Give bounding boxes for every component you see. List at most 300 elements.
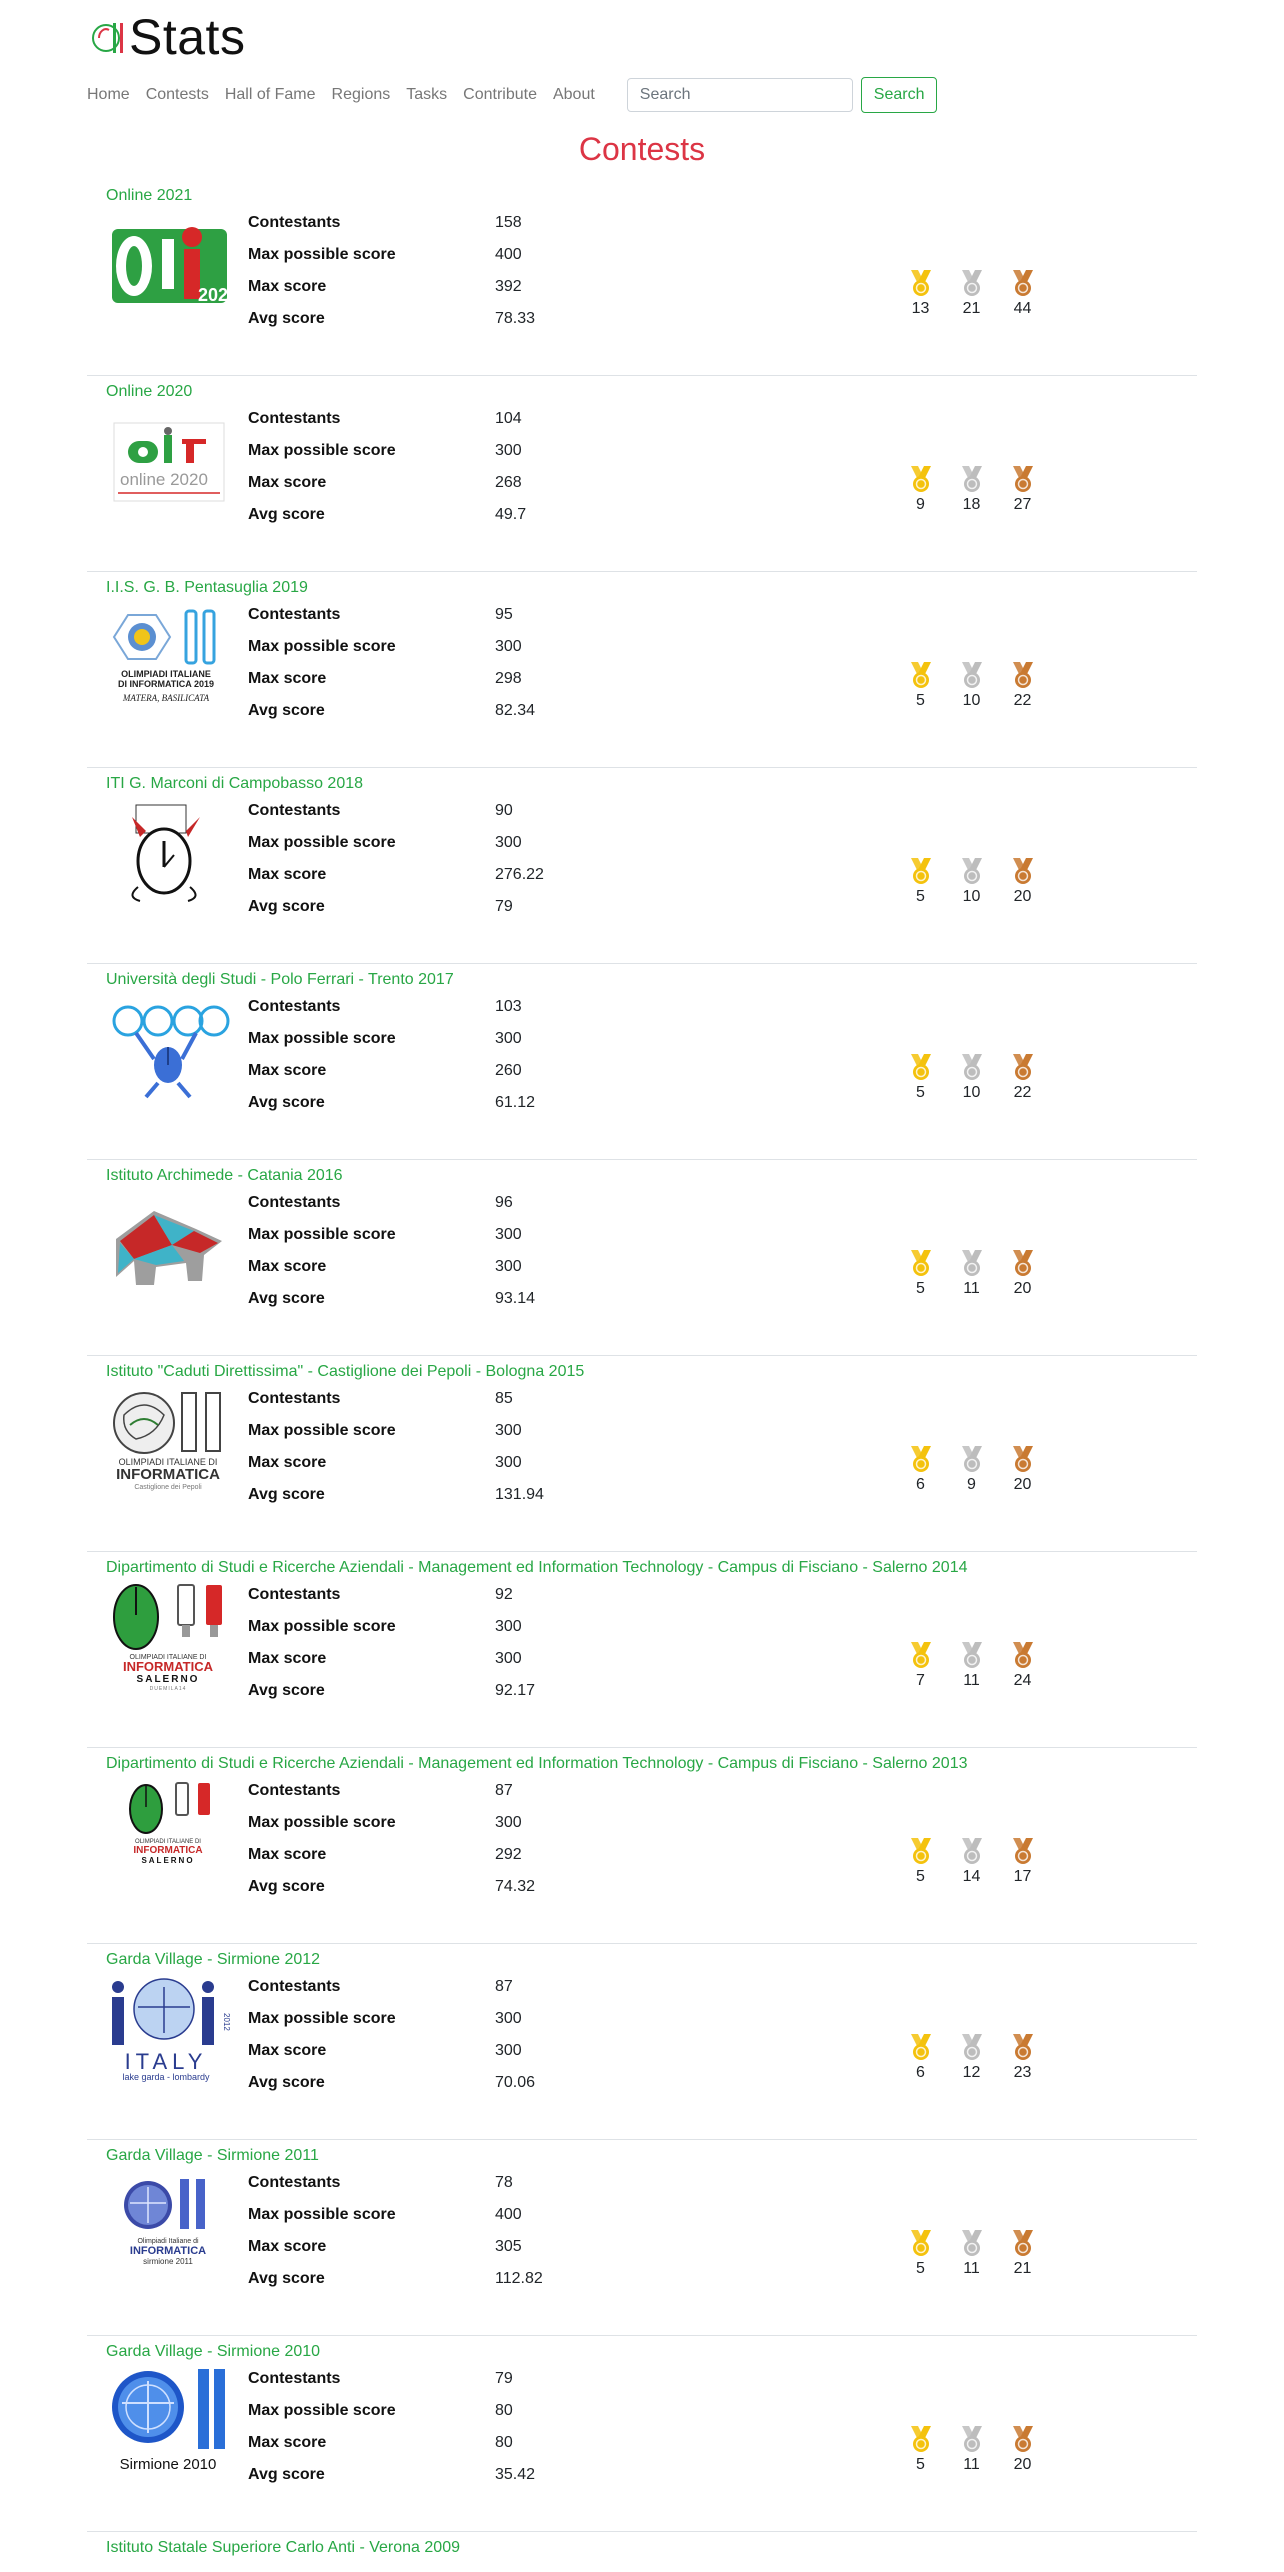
svg-text:online 2020: online 2020 (120, 470, 208, 490)
bronze-count: 21 (1013, 2260, 1032, 2278)
gold-count: 5 (916, 2260, 925, 2278)
contest-row (87, 2140, 1197, 2336)
medal-counts (895, 464, 1048, 514)
contest-row (87, 1748, 1197, 1944)
svg-text:OLIMPIADI ITALIANE: OLIMPIADI ITALIANE (121, 669, 211, 680)
stat-max-possible (248, 2199, 568, 2231)
contest-stats (248, 599, 568, 727)
stat-contestants (248, 599, 568, 631)
stat-label: Contestants (248, 2174, 341, 2192)
stat-contestants (248, 2167, 568, 2199)
stat-label: Contestants (248, 802, 341, 820)
bronze-count: 24 (1013, 1672, 1032, 1690)
bronze-medal-icon (1009, 268, 1037, 298)
silver-count: 10 (962, 692, 981, 710)
silver-medal-icon (958, 2424, 986, 2454)
svg-text:SALERNO: SALERNO (136, 1674, 200, 1686)
bologna-2015-logo (106, 1385, 230, 1495)
page-title: Contests (578, 131, 706, 167)
svg-text:DI INFORMATICA 2019: DI INFORMATICA 2019 (117, 679, 215, 690)
stat-label: Max possible score (248, 638, 396, 656)
nav-contribute[interactable]: Contribute (463, 86, 537, 103)
svg-text:OLIMPIADI ITALIANE DI: OLIMPIADI ITALIANE DI (129, 1654, 207, 1662)
stat-max-possible (248, 2003, 568, 2035)
stat-label: Avg score (248, 2466, 325, 2484)
stat-label: Contestants (248, 2370, 341, 2388)
svg-text:MATERA, BASILICATA: MATERA, BASILICATA (122, 693, 210, 704)
stat-label: Max possible score (248, 2206, 396, 2224)
stat-label: Max possible score (248, 1030, 396, 1048)
stat-value: 300 (495, 1650, 522, 1668)
gold-count: 6 (916, 2064, 925, 2082)
silver-medal (946, 464, 997, 514)
stat-value: 78 (495, 2174, 513, 2192)
stat-value: 61.12 (495, 1094, 536, 1112)
search-button[interactable]: Search (861, 77, 938, 113)
silver-medal (946, 1444, 997, 1494)
medal-counts (895, 660, 1048, 710)
medal-counts (895, 2228, 1048, 2278)
page-container (87, 0, 1197, 2572)
bronze-count: 22 (1013, 692, 1032, 710)
contest-row (87, 1552, 1197, 1748)
stat-value: 95 (495, 606, 513, 624)
stat-label: Avg score (248, 1486, 325, 1504)
stat-value: 300 (495, 1618, 522, 1636)
silver-medal-icon (958, 1052, 986, 1082)
contest-stats (248, 1187, 568, 1315)
svg-text:INFORMATICA: INFORMATICA (129, 2245, 207, 2258)
trento-2017-logo (106, 993, 230, 1103)
bronze-medal (997, 1836, 1048, 1886)
stat-label: Max possible score (248, 1814, 396, 1832)
stat-label: Max possible score (248, 1226, 396, 1244)
gold-medal (895, 1248, 946, 1298)
stat-value: 400 (495, 2206, 522, 2224)
contest-stats (248, 1579, 568, 1707)
contest-name-link[interactable]: ITI G. Marconi di Campobasso 2018 (106, 775, 364, 793)
bronze-medal (997, 464, 1048, 514)
contest-name-link[interactable]: Garda Village - Sirmione 2012 (106, 1951, 321, 1969)
bronze-medal-icon (1009, 856, 1037, 886)
stat-label: Contestants (248, 998, 341, 1016)
silver-medal-icon (958, 464, 986, 494)
stat-value: 78.33 (495, 310, 536, 328)
matera-2019-logo (106, 601, 230, 711)
silver-medal-icon (958, 1444, 986, 1474)
svg-text:INFORMATICA: INFORMATICA (122, 1659, 214, 1675)
silver-medal-icon (958, 2228, 986, 2258)
stat-value: 298 (495, 670, 522, 688)
contest-name-link[interactable]: Istituto Statale Superiore Carlo Anti - Verona 2009 (106, 2539, 460, 2557)
svg-text:Castiglione dei Pepoli: Castiglione dei Pepoli (134, 1484, 202, 1492)
stat-label: Max score (248, 278, 327, 296)
gold-count: 6 (916, 1476, 925, 1494)
contest-row (87, 180, 1197, 376)
contest-name-link[interactable]: Online 2021 (106, 187, 193, 205)
stat-value: 79 (495, 2370, 513, 2388)
stat-label: Avg score (248, 2270, 325, 2288)
contest-name-link[interactable]: I.I.S. G. B. Pentasuglia 2019 (106, 579, 308, 597)
silver-count: 10 (962, 1084, 981, 1102)
stat-label: Avg score (248, 2074, 325, 2092)
silver-count: 11 (963, 1672, 980, 1690)
contest-stats (248, 1775, 568, 1903)
nav-regions[interactable]: Regions (331, 86, 391, 103)
gold-count: 5 (916, 1084, 925, 1102)
medal-counts (895, 1640, 1048, 1690)
silver-medal (946, 1640, 997, 1690)
svg-text:OLIMPIADI ITALIANE DI: OLIMPIADI ITALIANE DI (135, 1839, 201, 1846)
silver-count: 9 (967, 1476, 976, 1494)
silver-medal (946, 2424, 997, 2474)
gold-medal (895, 2032, 946, 2082)
bronze-count: 22 (1013, 1084, 1032, 1102)
stat-value: 35.42 (495, 2466, 536, 2484)
gold-count: 5 (916, 888, 925, 906)
stat-label: Avg score (248, 1290, 325, 1308)
bronze-medal (997, 1248, 1048, 1298)
bronze-medal (997, 1640, 1048, 1690)
silver-count: 10 (962, 888, 981, 906)
contest-name-link[interactable]: Università degli Studi - Polo Ferrari - Trento 2017 (106, 971, 454, 989)
silver-medal-icon (958, 660, 986, 690)
stat-value: 158 (495, 214, 522, 232)
contest-name-link[interactable]: Istituto Archimede - Catania 2016 (106, 1167, 343, 1185)
gold-medal (895, 1836, 946, 1886)
gold-medal-icon (907, 856, 935, 886)
stat-avg-score (248, 1087, 568, 1119)
silver-count: 12 (962, 2064, 981, 2082)
stat-avg-score (248, 1479, 568, 1511)
stat-avg-score (248, 1283, 568, 1315)
stat-label: Contestants (248, 214, 341, 232)
bronze-medal (997, 2032, 1048, 2082)
gold-medal (895, 2424, 946, 2474)
silver-medal (946, 268, 997, 318)
medal-counts (895, 1836, 1048, 1886)
stat-contestants (248, 1971, 568, 2003)
stat-max-possible (248, 1415, 568, 1447)
contest-name-link[interactable]: Dipartimento di Studi e Ricerche Aziendali - Management ed Information Technology - Campus di Fisciano - Salerno 2014 (106, 1559, 968, 1577)
stat-avg-score (248, 2459, 568, 2491)
stat-max-possible (248, 827, 568, 859)
medal-counts (895, 1444, 1048, 1494)
silver-count: 18 (962, 496, 981, 514)
stat-value: 70.06 (495, 2074, 536, 2092)
stat-label: Max score (248, 1062, 327, 1080)
gold-medal (895, 2228, 946, 2278)
contest-name-link[interactable]: Online 2020 (106, 383, 193, 401)
stat-label: Avg score (248, 898, 325, 916)
stat-max-score (248, 2035, 568, 2067)
silver-medal-icon (958, 1248, 986, 1278)
gold-count: 5 (916, 692, 925, 710)
stat-label: Max score (248, 670, 327, 688)
stat-contestants (248, 991, 568, 1023)
gold-medal-icon (907, 1640, 935, 1670)
stat-max-score (248, 1251, 568, 1283)
gold-medal-icon (907, 464, 935, 494)
nav-hall-of-fame[interactable]: Hall of Fame (224, 86, 316, 103)
stat-value: 300 (495, 1226, 522, 1244)
stat-contestants (248, 795, 568, 827)
brand[interactable] (87, 0, 1197, 74)
stat-value: 400 (495, 246, 522, 264)
stat-value: 300 (495, 638, 522, 656)
silver-medal (946, 2228, 997, 2278)
stat-value: 260 (495, 1062, 522, 1080)
stat-value: 300 (495, 2010, 522, 2028)
silver-count: 14 (962, 1868, 981, 1886)
stat-label: Contestants (248, 1586, 341, 1604)
stat-max-possible (248, 435, 568, 467)
svg-text:2012: 2012 (222, 2013, 231, 2032)
gold-medal (895, 1444, 946, 1494)
silver-medal (946, 1052, 997, 1102)
stat-value: 96 (495, 1194, 513, 1212)
search-input[interactable] (627, 78, 853, 112)
svg-text:sirmione 2011: sirmione 2011 (143, 2257, 193, 2267)
gold-medal-icon (907, 2424, 935, 2454)
bronze-medal-icon (1009, 2032, 1037, 2062)
stat-label: Max score (248, 2238, 327, 2256)
oii-2020-logo (106, 405, 230, 515)
gold-count: 5 (916, 1280, 925, 1298)
stat-max-possible (248, 1023, 568, 1055)
gold-medal (895, 464, 946, 514)
gold-medal-icon (907, 2228, 935, 2258)
stat-max-possible (248, 239, 568, 271)
stat-max-score (248, 1447, 568, 1479)
stat-label: Avg score (248, 1682, 325, 1700)
stat-max-possible (248, 2395, 568, 2427)
medal-counts (895, 1052, 1048, 1102)
bronze-medal-icon (1009, 464, 1037, 494)
contest-stats (248, 1383, 568, 1511)
bronze-medal-icon (1009, 1248, 1037, 1278)
medal-counts (895, 1248, 1048, 1298)
bronze-count: 20 (1013, 1476, 1032, 1494)
oii-2021-logo (106, 209, 239, 319)
bronze-count: 20 (1013, 1280, 1032, 1298)
bronze-count: 23 (1013, 2064, 1032, 2082)
bronze-medal (997, 2424, 1048, 2474)
bronze-medal-icon (1009, 2228, 1037, 2258)
stat-label: Avg score (248, 506, 325, 524)
contest-row (87, 572, 1197, 768)
stat-value: 103 (495, 998, 522, 1016)
stat-value: 93.14 (495, 1290, 536, 1308)
medal-counts (895, 268, 1048, 318)
stat-value: 268 (495, 474, 522, 492)
stat-value: 80 (495, 2402, 513, 2420)
stat-value: 392 (495, 278, 522, 296)
bronze-count: 20 (1013, 2456, 1032, 2474)
stat-label: Avg score (248, 1094, 325, 1112)
bronze-medal-icon (1009, 2424, 1037, 2454)
contest-name-link[interactable]: Garda Village - Sirmione 2011 (106, 2147, 319, 2165)
contest-row (87, 964, 1197, 1160)
svg-text:ITALY: ITALY (124, 2049, 208, 2075)
stat-label: Contestants (248, 606, 341, 624)
bronze-medal-icon (1009, 1640, 1037, 1670)
bronze-count: 44 (1013, 300, 1032, 318)
svg-text:2021: 2021 (198, 285, 239, 306)
stat-label: Max score (248, 1258, 327, 1276)
svg-text:OLIMPIADI ITALIANE DI: OLIMPIADI ITALIANE DI (118, 1457, 218, 1468)
gold-medal-icon (907, 1444, 935, 1474)
stat-max-score (248, 2427, 568, 2459)
bronze-medal (997, 2228, 1048, 2278)
stat-value: 300 (495, 1258, 522, 1276)
stat-value: 305 (495, 2238, 522, 2256)
nav-contests[interactable]: Contests (145, 86, 209, 103)
contest-list (87, 180, 1197, 2532)
stat-contestants (248, 1579, 568, 1611)
gold-medal-icon (907, 660, 935, 690)
medal-counts (895, 2032, 1048, 2082)
contest-stats (248, 991, 568, 1119)
contest-stats (248, 2363, 568, 2491)
gold-medal-icon (907, 268, 935, 298)
stat-avg-score (248, 2067, 568, 2099)
gold-medal (895, 660, 946, 710)
stat-value: 112.82 (495, 2270, 543, 2288)
stat-contestants (248, 207, 568, 239)
gold-medal (895, 1052, 946, 1102)
stat-label: Max score (248, 1846, 327, 1864)
stat-value: 300 (495, 1454, 522, 1472)
bronze-medal-icon (1009, 1052, 1037, 1082)
gold-medal (895, 268, 946, 318)
stat-label: Max possible score (248, 834, 396, 852)
stat-label: Contestants (248, 410, 341, 428)
stat-value: 300 (495, 1814, 522, 1832)
stat-value: 300 (495, 834, 522, 852)
stat-value: 79 (495, 898, 513, 916)
stat-max-possible (248, 1807, 568, 1839)
bronze-medal-icon (1009, 660, 1037, 690)
catania-2016-logo (106, 1189, 230, 1299)
stat-value: 90 (495, 802, 513, 820)
bronze-count: 17 (1013, 1868, 1032, 1886)
stat-label: Max score (248, 2434, 327, 2452)
svg-text:INFORMATICA: INFORMATICA (116, 1466, 220, 1484)
gold-count: 13 (911, 300, 930, 318)
nav-tasks[interactable]: Tasks (406, 86, 448, 103)
contest-row (87, 2336, 1197, 2532)
stat-label: Contestants (248, 1782, 341, 1800)
stat-avg-score (248, 1871, 568, 1903)
gold-count: 5 (916, 1868, 925, 1886)
stat-value: 82.34 (495, 702, 536, 720)
silver-medal (946, 1836, 997, 1886)
stat-contestants (248, 403, 568, 435)
medal-counts (895, 2424, 1048, 2474)
stat-contestants (248, 2363, 568, 2395)
stat-contestants (248, 1775, 568, 1807)
stat-max-score (248, 271, 568, 303)
stat-value: 87 (495, 1782, 513, 1800)
stat-max-possible (248, 1219, 568, 1251)
stat-avg-score (248, 303, 568, 335)
sirmione-2011-logo (106, 2169, 230, 2279)
stat-label: Max possible score (248, 1618, 396, 1636)
contest-row (87, 1160, 1197, 1356)
silver-medal-icon (958, 1836, 986, 1866)
campobasso-2018-logo (106, 797, 230, 907)
gold-medal-icon (907, 1248, 935, 1278)
contest-row (87, 376, 1197, 572)
stat-label: Max possible score (248, 1422, 396, 1440)
contest-stats (248, 403, 568, 531)
svg-text:INFORMATICA: INFORMATICA (133, 1845, 203, 1857)
nav-home[interactable]: Home (87, 86, 130, 103)
stat-avg-score (248, 1675, 568, 1707)
stat-max-score (248, 663, 568, 695)
gold-medal (895, 1640, 946, 1690)
gold-medal-icon (907, 2032, 935, 2062)
bronze-medal (997, 660, 1048, 710)
stat-value: 92.17 (495, 1682, 536, 1700)
stat-value: 300 (495, 2042, 522, 2060)
contest-stats (248, 795, 568, 923)
stat-value: 80 (495, 2434, 513, 2452)
stat-label: Contestants (248, 1194, 341, 1212)
bronze-medal-icon (1009, 1444, 1037, 1474)
contest-name-link[interactable]: Dipartimento di Studi e Ricerche Aziendali - Management ed Information Technology - Campus di Fisciano - Salerno 2013 (106, 1755, 968, 1773)
stat-label: Avg score (248, 310, 325, 328)
contest-name-link[interactable]: Istituto "Caduti Direttissima" - Castiglione dei Pepoli - Bologna 2015 (106, 1363, 585, 1381)
stat-label: Max possible score (248, 442, 396, 460)
gold-count: 7 (916, 1672, 925, 1690)
svg-text:Sirmione 2010: Sirmione 2010 (119, 2456, 217, 2474)
silver-medal (946, 856, 997, 906)
stat-avg-score (248, 695, 568, 727)
svg-text:Olimpiadi Italiane di: Olimpiadi Italiane di (137, 2238, 199, 2246)
stat-max-score (248, 859, 568, 891)
salerno-2013-logo (106, 1777, 230, 1887)
svg-text:SALERNO: SALERNO (141, 1856, 195, 1866)
silver-medal-icon (958, 856, 986, 886)
stat-max-score (248, 2231, 568, 2263)
bronze-medal (997, 1052, 1048, 1102)
stat-max-score (248, 1839, 568, 1871)
nav-about[interactable]: About (552, 86, 595, 103)
stat-value: 131.94 (495, 1486, 544, 1504)
stat-max-possible (248, 631, 568, 663)
bronze-medal (997, 1444, 1048, 1494)
contest-name-link[interactable]: Garda Village - Sirmione 2010 (106, 2343, 321, 2361)
stat-avg-score (248, 499, 568, 531)
medal-counts (895, 856, 1048, 906)
stat-value: 300 (495, 1422, 522, 1440)
stat-value: 300 (495, 442, 522, 460)
silver-count: 11 (963, 1280, 980, 1298)
stat-value: 87 (495, 1978, 513, 1996)
gold-count: 5 (916, 2456, 925, 2474)
stat-value: 74.32 (495, 1878, 536, 1896)
silver-medal-icon (958, 1640, 986, 1670)
stat-avg-score (248, 2263, 568, 2295)
stat-value: 49.7 (495, 506, 527, 524)
contest-row-partial (87, 2532, 1197, 2572)
gold-medal (895, 856, 946, 906)
silver-medal (946, 1248, 997, 1298)
svg-text:DUEMILA14: DUEMILA14 (149, 1686, 187, 1693)
salerno-2014-logo (106, 1581, 230, 1691)
